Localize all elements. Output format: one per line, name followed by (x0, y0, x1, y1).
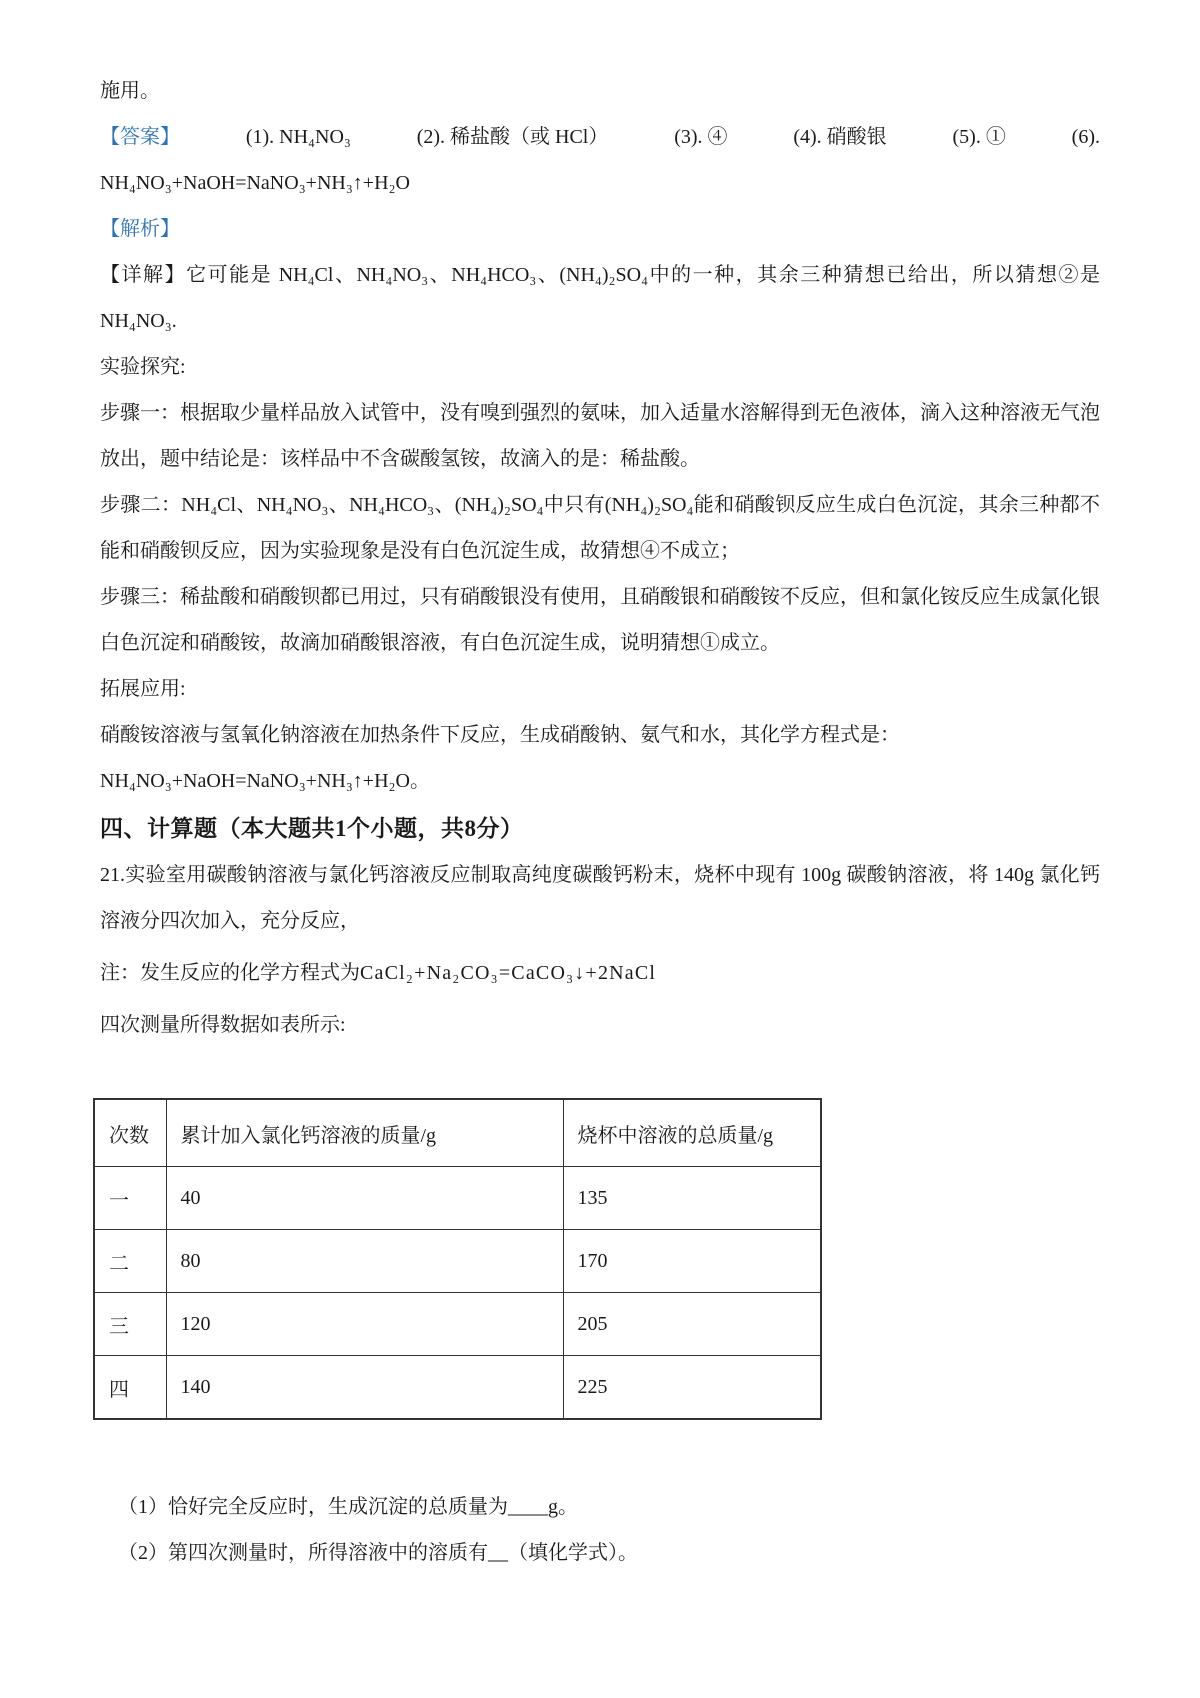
table-row (94, 1167, 821, 1230)
note-prefix: 注：发生反应的化学方程式为 (100, 962, 360, 984)
step1-paragraph: 步骤一：根据取少量样品放入试管中，没有嗅到强烈的氨味，加入适量水溶解得到无色液体，滴入这种溶液无气泡放出，题中结论是：该样品中不含碳酸氢铵，故滴入的是：稀盐酸。 (100, 402, 1100, 470)
header-cell-count: 次数 (94, 1099, 166, 1167)
step2-paragraph: 步骤二：NH₄Cl、NH₄NO₃、NH₄HCO₃、(NH₄)₂SO₄中只有(NH₄)₂SO₄能和硝酸钡反应生成白色沉淀，其余三种都不能和硝酸钡反应，因为实验现象是没有白色沉淀生成，故猜想④不成立； (100, 494, 1100, 562)
problem-statement: 21.实验室用碳酸钠溶液与氯化钙溶液反应制取高纯度碳酸钙粉末，烧杯中现有 100g 碳酸钠溶液，将 140g 氯化钙溶液分四次加入，充分反应， (100, 864, 1100, 932)
extension-text: 硝酸铵溶液与氢氧化钠溶液在加热条件下反应，生成硝酸钠、氨气和水，其化学方程式是： (100, 724, 900, 746)
section-heading: 四、计算题（本大题共1个小题，共8分） (100, 816, 524, 841)
extension-equation: NH₄NO₃+NaOH=NaNO₃+NH₃↑+H₂O。 (100, 770, 430, 792)
table-row (94, 1356, 821, 1420)
answer-item-5: (5). ① (952, 126, 1006, 148)
cell-total-2: 170 (563, 1230, 821, 1293)
note-line (100, 944, 1100, 1002)
extension-heading: 拓展应用: (100, 678, 186, 700)
table-header-row (94, 1099, 821, 1167)
cell-count-1: 一 (94, 1167, 166, 1230)
table-row (94, 1230, 821, 1293)
cell-total-3: 205 (563, 1293, 821, 1356)
cell-count-2: 二 (94, 1230, 166, 1293)
header-cell-total-mass: 烧杯中溶液的总质量/g (563, 1099, 821, 1167)
cell-cacl2-1: 40 (166, 1167, 563, 1230)
answer-item-3: (3). ④ (674, 126, 728, 148)
cell-count-3: 三 (94, 1293, 166, 1356)
table-row (94, 1293, 821, 1356)
step3-paragraph: 步骤三：稀盐酸和硝酸钡都已用过，只有硝酸银没有使用，且硝酸银和硝酸铵不反应，但和氯化铵反应生成氯化银白色沉淀和硝酸铵，故滴加硝酸银溶液，有白色沉淀生成，说明猜想①成立。 (100, 586, 1100, 654)
question-1: （1）恰好完全反应时，生成沉淀的总质量为____g。 (118, 1496, 578, 1518)
exploration-heading: 实验探究: (100, 356, 186, 378)
cell-cacl2-2: 80 (166, 1230, 563, 1293)
detail-paragraph: 【详解】它可能是 NH₄Cl、NH₄NO₃、NH₄HCO₃、(NH₄)₂SO₄中的一种，其余三种猜想已给出，所以猜想②是 NH₄NO₃. (100, 264, 1100, 332)
header-cell-cacl2-mass: 累计加入氯化钙溶液的质量/g (166, 1099, 563, 1167)
note-equation: CaCl₂+Na₂CO₃=CaCO₃↓+2NaCl (360, 962, 657, 984)
measurement-table (93, 1098, 822, 1420)
cell-count-4: 四 (94, 1356, 166, 1420)
answer-item-1: (1). NH₄NO₃ (245, 126, 351, 148)
answer-line (100, 114, 1100, 160)
cell-total-4: 225 (563, 1356, 821, 1420)
answer-item-2: (2). 稀盐酸（或 HCl） (416, 126, 609, 148)
answer-item-6: (6). (1071, 126, 1100, 148)
table-intro: 四次测量所得数据如表所示: (100, 1014, 346, 1036)
cell-cacl2-4: 140 (166, 1356, 563, 1420)
answer-item-4: (4). 硝酸银 (793, 126, 887, 148)
answer-label: 【答案】 (100, 126, 180, 148)
analysis-label: 【解析】 (100, 218, 180, 240)
data-table-container (100, 1098, 1100, 1420)
cell-cacl2-3: 120 (166, 1293, 563, 1356)
intro-trailing-text: 施用。 (100, 80, 160, 102)
question-2: （2）第四次测量时，所得溶液中的溶质有__（填化学式）。 (118, 1542, 638, 1564)
cell-total-1: 135 (563, 1167, 821, 1230)
answer-equation: NH₄NO₃+NaOH=NaNO₃+NH₃↑+H₂O (100, 172, 410, 194)
